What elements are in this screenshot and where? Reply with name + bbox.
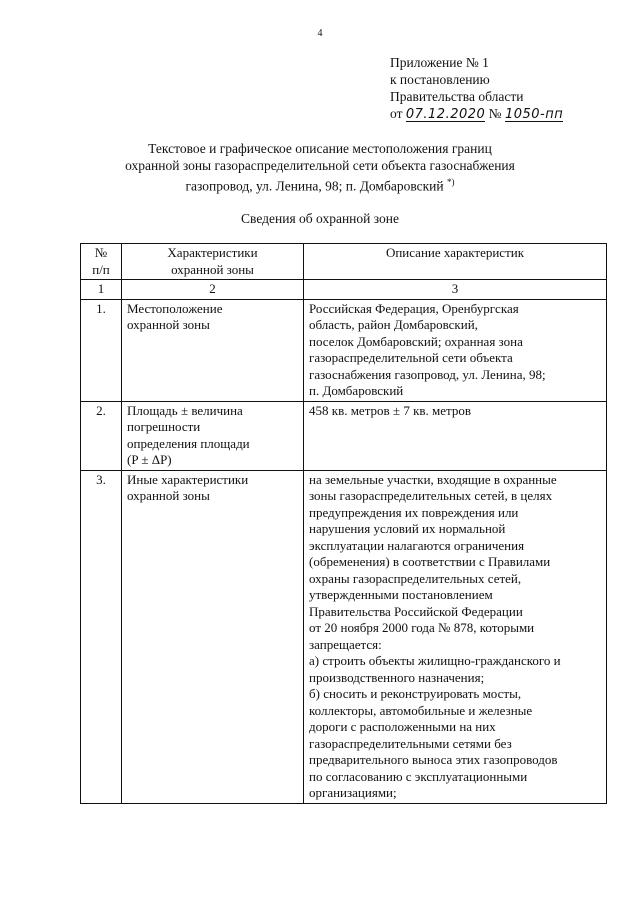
- row-number: 3.: [81, 470, 122, 803]
- description-line: эксплуатации налагаются ограничения: [309, 537, 525, 553]
- page-number: 4: [317, 28, 323, 39]
- description-line: зоны газораспределительных сетей, в целях: [309, 488, 553, 503]
- description-line: газоснабжения газопровод, ул. Ленина, 98;: [309, 366, 546, 382]
- title-line-2: охранной зоны газораспределительной сети объекта газоснабжения: [125, 158, 515, 173]
- description-line: от 20 ноября 2000 года № 878, которыми: [309, 620, 535, 635]
- row-characteristic: [122, 470, 304, 803]
- row-number: 2.: [81, 401, 122, 470]
- description-line: дороги с расположенными на них: [309, 719, 496, 734]
- characteristic-line: Площадь ± величина: [127, 402, 243, 418]
- description-line: охраны газораспределительных сетей,: [309, 570, 522, 586]
- description-line: запрещается:: [309, 636, 382, 652]
- header-description: Описание характеристик: [304, 244, 607, 280]
- characteristic-line: Иные характеристики: [127, 471, 249, 487]
- column-number-2: 2: [122, 280, 304, 300]
- description-line: поселок Домбаровский; охранная зона: [309, 333, 523, 349]
- section-subtitle: Сведения об охранной зоне: [241, 211, 399, 226]
- description-line: организациями;: [309, 785, 397, 800]
- characteristic-line: Местоположение: [127, 300, 223, 316]
- column-number-3: 3: [304, 280, 607, 300]
- characteristic-line: определения площади: [127, 435, 250, 451]
- description-line: Российская Федерация, Оренбургская: [309, 300, 519, 316]
- description-line: область, район Домбаровский,: [309, 317, 478, 332]
- description-line: газораспределительными сетями без: [309, 735, 512, 751]
- characteristic-line: погрешности: [127, 419, 201, 434]
- column-number-1: 1: [81, 280, 122, 300]
- appendix-block: [390, 54, 563, 122]
- description-line: коллекторы, автомобильные и железные: [309, 702, 533, 718]
- column-numbers-row: [81, 280, 607, 300]
- document-title: [0, 140, 640, 195]
- description-line: б) сносить и реконструировать мосты,: [309, 686, 522, 701]
- row-description: [304, 470, 607, 803]
- header-characteristic: Характеристики охранной зоны: [122, 244, 304, 280]
- description-line: п. Домбаровский: [309, 383, 404, 398]
- appendix-line-3: Правительства области: [390, 89, 524, 104]
- description-line: Правительства Российской Федерации: [309, 603, 523, 619]
- description-line: предварительного выноса этих газопроводов: [309, 752, 558, 767]
- description-line: газораспределительной сети объекта: [309, 350, 513, 365]
- description-line: по согласованию с эксплуатационными: [309, 768, 528, 784]
- row-description: [304, 401, 607, 470]
- protection-zone-table: [80, 243, 607, 804]
- date-prefix: от: [390, 106, 403, 121]
- header-number: № п/п: [81, 244, 122, 280]
- title-line-3: газопровод, ул. Ленина, 98; п. Домбаровский *): [185, 177, 455, 194]
- table-header-row: [81, 244, 607, 280]
- row-characteristic: [122, 299, 304, 401]
- characteristic-line: охранной зоны: [127, 488, 210, 503]
- number-sign: №: [488, 106, 502, 121]
- description-line: производственного назначения;: [309, 669, 485, 685]
- description-line: а) строить объекты жилищно-гражданского и: [309, 653, 561, 668]
- handwritten-date: 07.12.2020: [405, 107, 486, 122]
- description-line: 458 кв. метров ± 7 кв. метров: [309, 402, 471, 418]
- appendix-line-1: Приложение № 1: [390, 55, 489, 70]
- description-line: утвержденными постановлением: [309, 587, 493, 602]
- characteristic-line: охранной зоны: [127, 317, 210, 332]
- appendix-date-line: [390, 105, 563, 122]
- handwritten-number: 1050-пп: [504, 107, 564, 122]
- row-characteristic: [122, 401, 304, 470]
- row-number: 1.: [81, 299, 122, 401]
- footnote-mark: *): [447, 177, 455, 187]
- table-row: [81, 299, 607, 401]
- characteristic-line: (P ± ΔP): [127, 452, 172, 467]
- title-line-1: Текстовое и графическое описание местоположения границ: [148, 141, 492, 156]
- description-line: (обременения) в соответствии с Правилами: [309, 554, 551, 569]
- description-line: предупреждения их повреждения или: [309, 504, 519, 520]
- table-row: [81, 401, 607, 470]
- appendix-line-2: к постановлению: [390, 72, 490, 87]
- description-line: на земельные участки, входящие в охранные: [309, 471, 557, 487]
- description-line: нарушения условий их нормальной: [309, 521, 506, 536]
- row-description: [304, 299, 607, 401]
- table-row: [81, 470, 607, 803]
